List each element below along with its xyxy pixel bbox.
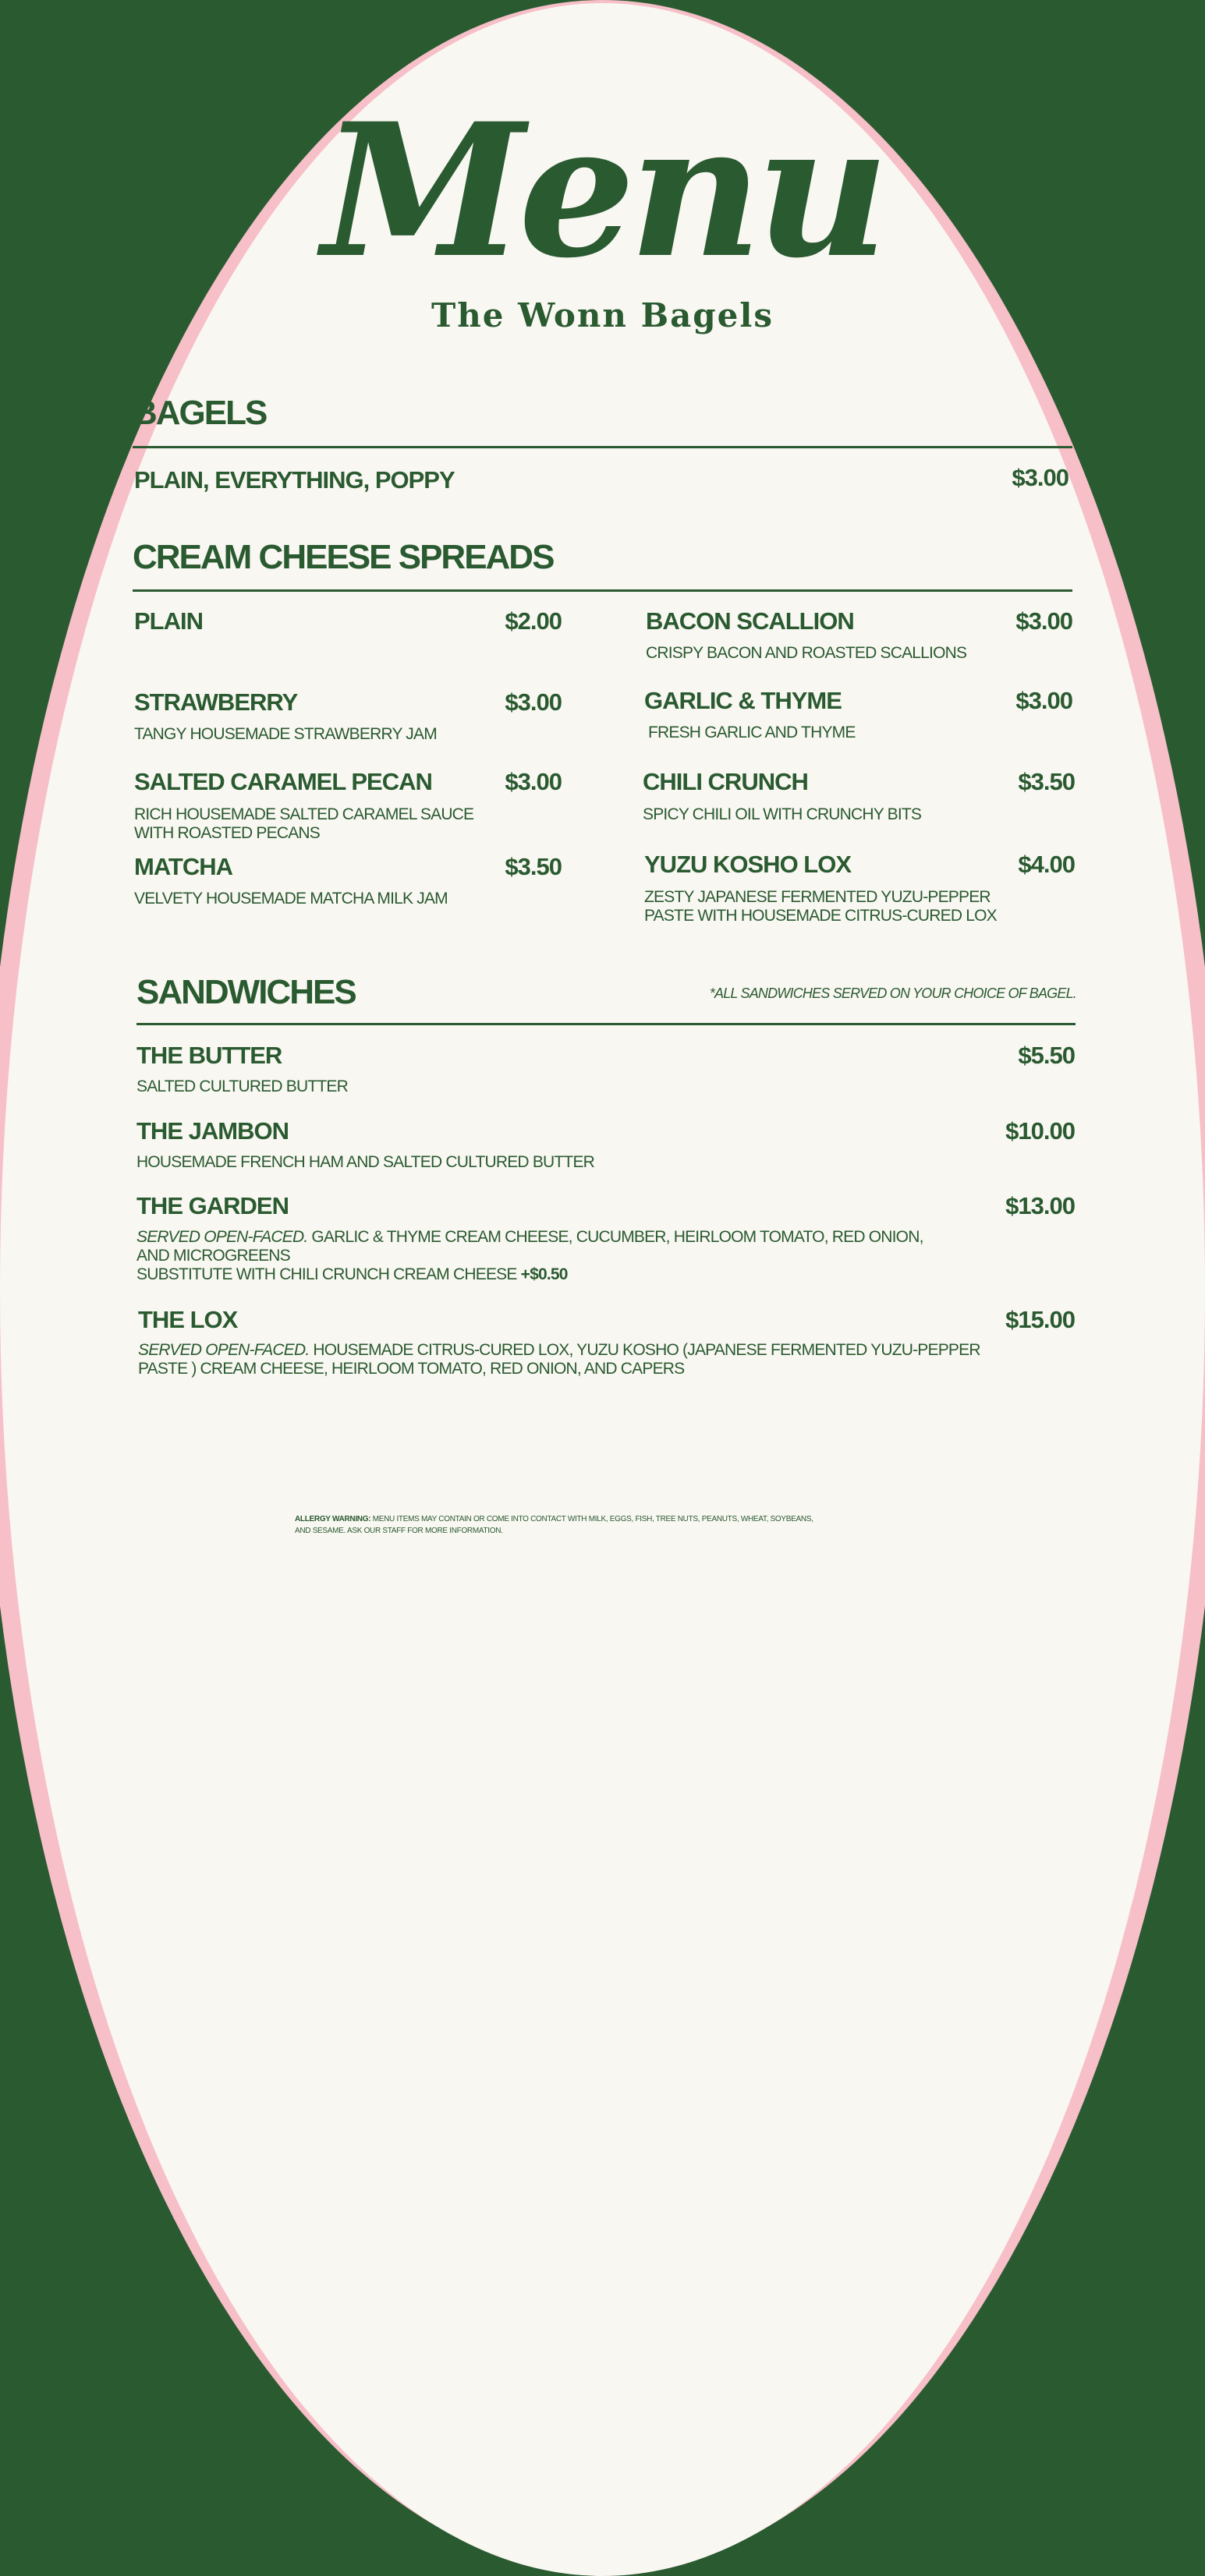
spread-price: $4.00 [1018, 851, 1075, 878]
spread-name: SALTED CARAMEL PECAN [134, 768, 432, 795]
sandwich-note: *ALL SANDWICHES SERVED ON YOUR CHOICE OF BAGEL. [709, 985, 1076, 1001]
spread-description: ZESTY JAPANESE FERMENTED YUZU-PEPPER PASTE WITH HOUSEMADE CITRUS-CURED LOX [644, 888, 997, 925]
sandwich-description: SALTED CULTURED BUTTER [136, 1077, 348, 1095]
spread-price: $3.00 [1015, 607, 1072, 635]
sandwich-price: $10.00 [1005, 1117, 1075, 1145]
spread-name: PLAIN [134, 607, 203, 635]
allergy-warning: ALLERGY WARNING: MENU ITEMS MAY CONTAIN OR COME INTO CONTACT WITH MILK, EGGS, FISH, TREE NUTS, PEANUTS, WHEAT, SOYBEANS, AND SESAME. ASK OUR STAFF FOR MORE INFORMATION. [295, 1515, 813, 1535]
section-title-spreads: CREAM CHEESE SPREADS [133, 538, 554, 576]
spread-description: FRESH GARLIC AND THYME [648, 724, 856, 741]
spread-name: CHILI CRUNCH [643, 768, 808, 795]
spread-name: BACON SCALLION [646, 607, 854, 635]
spread-price: $3.00 [505, 768, 562, 795]
sandwich-description: HOUSEMADE FRENCH HAM AND SALTED CULTURED BUTTER [136, 1153, 595, 1171]
sandwich-name: THE JAMBON [136, 1117, 289, 1145]
sandwich-price: $13.00 [1005, 1192, 1075, 1219]
spread-name: STRAWBERRY [134, 688, 298, 716]
spread-price: $3.50 [505, 853, 562, 880]
restaurant-name: The Wonn Bagels [431, 296, 774, 334]
spread-description: SPICY CHILI OIL WITH CRUNCHY BITS [643, 805, 922, 823]
spread-name: GARLIC & THYME [644, 687, 842, 714]
spread-description: TANGY HOUSEMADE STRAWBERRY JAM [134, 725, 437, 743]
spread-description: CRISPY BACON AND ROASTED SCALLIONS [646, 644, 967, 662]
section-divider [136, 1023, 1076, 1025]
spread-price: $3.00 [505, 688, 562, 716]
section-divider [133, 446, 1072, 448]
sandwich-price: $5.50 [1018, 1042, 1075, 1069]
sandwich-name: THE BUTTER [136, 1042, 282, 1069]
spread-name: MATCHA [134, 853, 233, 880]
sandwich-description: SERVED OPEN-FACED. HOUSEMADE CITRUS-CURED LOX, YUZU KOSHO (JAPANESE FERMENTED YUZU-PEPPER PASTE ) CREAM CHEESE, HEIRLOOM TOMATO, RED ONION, AND CAPERS [138, 1341, 980, 1378]
sandwich-price: $15.00 [1005, 1306, 1075, 1333]
spread-price: $3.00 [1015, 687, 1072, 714]
spread-price: $2.00 [505, 607, 562, 635]
spread-price: $3.50 [1018, 768, 1075, 795]
sandwich-name: THE GARDEN [136, 1192, 289, 1219]
section-title-bagels: BAGELS [133, 394, 267, 432]
menu-title: Menu [321, 83, 884, 299]
spread-name: YUZU KOSHO LOX [644, 851, 852, 878]
spread-description: VELVETY HOUSEMADE MATCHA MILK JAM [134, 890, 448, 908]
sandwich-name: THE LOX [138, 1306, 238, 1333]
section-title-sandwiches: SANDWICHES [136, 973, 356, 1011]
cream-arch-background [0, 3, 1205, 2576]
section-divider [133, 589, 1072, 592]
bagel-item-name: PLAIN, EVERYTHING, POPPY [134, 466, 455, 494]
sandwich-description: SERVED OPEN-FACED. GARLIC & THYME CREAM CHEESE, CUCUMBER, HEIRLOOM TOMATO, RED ONION, AND MICROGREENS SUBSTITUTE WITH CHILI CRUNCH CREAM CHEESE +$0.50 [136, 1228, 923, 1283]
spread-description: RICH HOUSEMADE SALTED CARAMEL SAUCE WITH ROASTED PECANS [134, 805, 474, 842]
bagel-item-price: $3.00 [1012, 464, 1069, 491]
